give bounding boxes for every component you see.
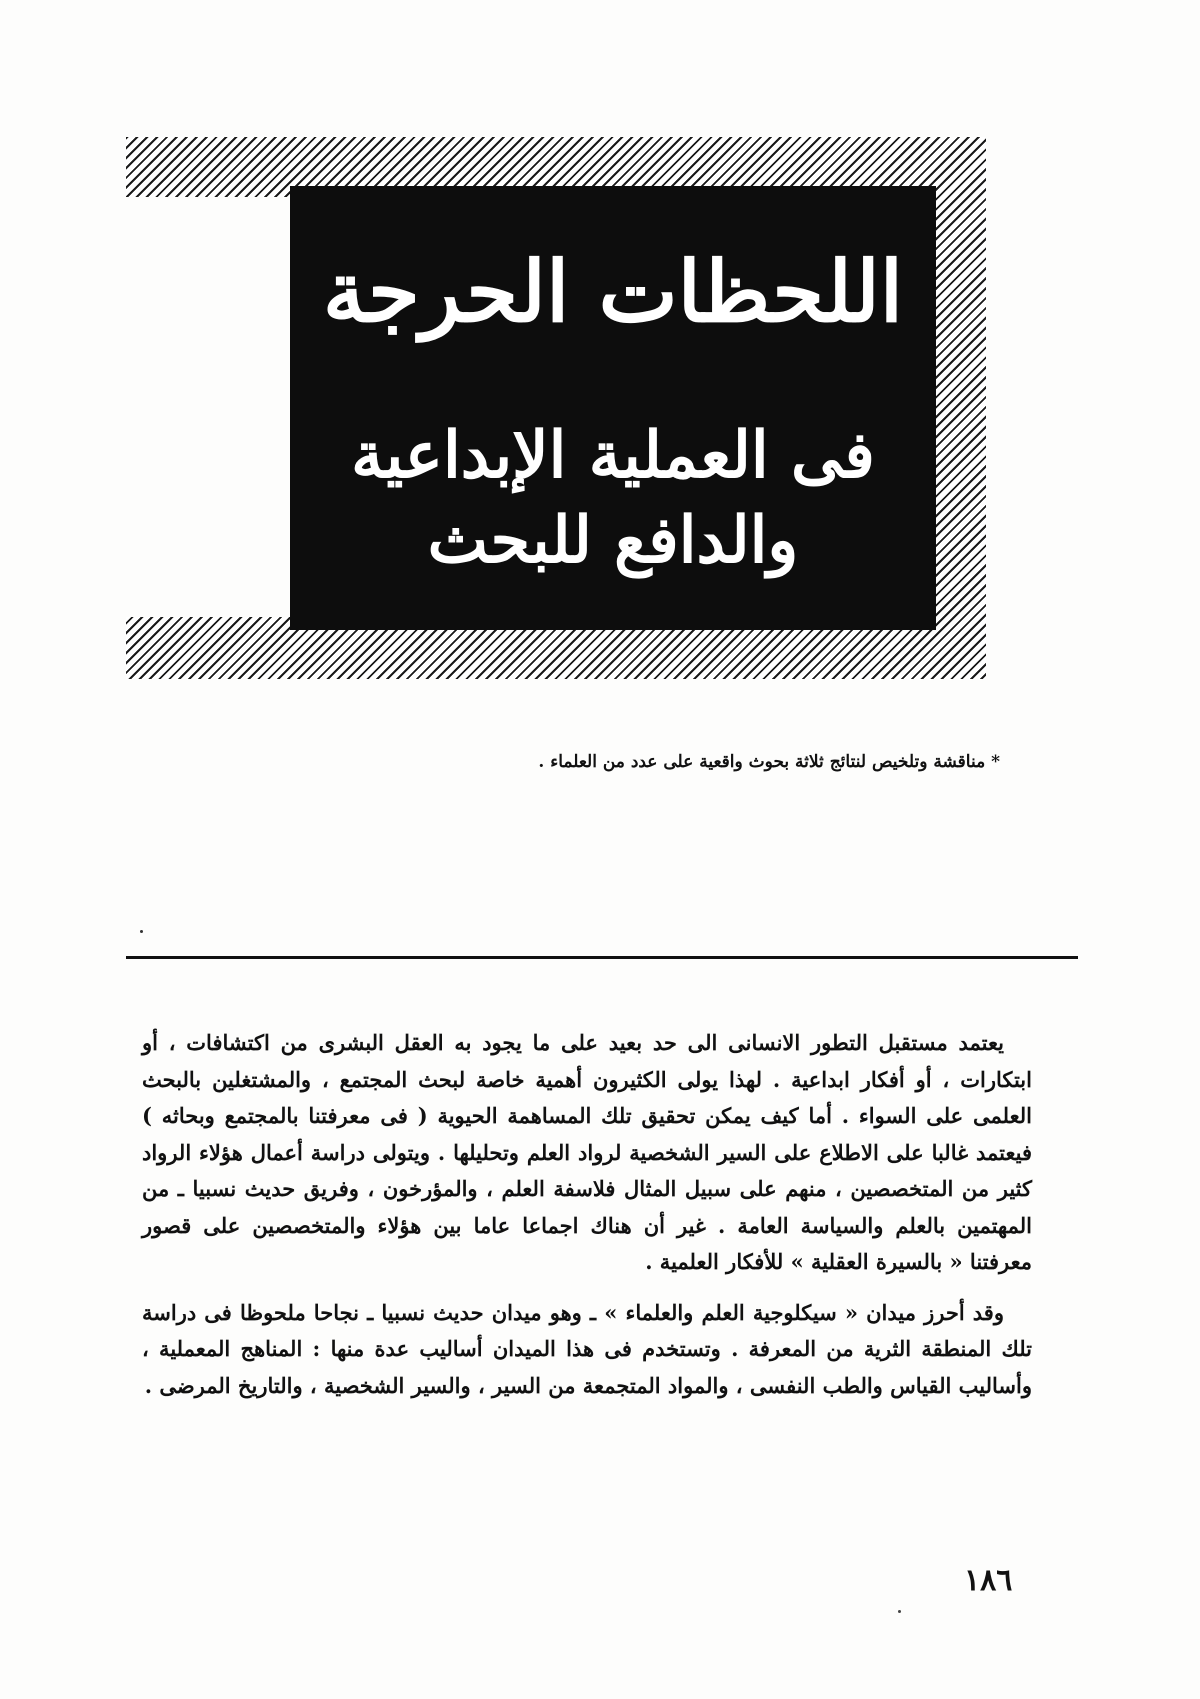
paragraph-2: وقد أحرز ميدان « سيكلوجية العلم والعلماء » ـ وهو ميدان حديث نسبيا ـ نجاحا ملحوظا فى دراسة تلك المنطقة الثرية من المعرفة . وتستخدم فى هذا الميدان أساليب عدة منها : المناهج المعملية ، وأساليب القياس والطب النفسى ، والمواد المتجمعة من السير ، والسير الشخصية ، والتاريخ المرضى . bbox=[142, 1299, 1032, 1398]
horizontal-rule bbox=[126, 956, 1078, 959]
speck-bottom bbox=[898, 1610, 901, 1613]
title-block bbox=[290, 186, 936, 630]
title-line-3: والدافع للبحث bbox=[427, 503, 799, 578]
title-line-2: فى العملية الإبداعية bbox=[351, 418, 875, 493]
paragraph-1: يعتمد مستقبل التطور الانسانى الى حد بعيد على ما يجود به العقل البشرى من اكتشافات ، أو ابتكارات ، أو أفكار ابداعية . لهذا يولى الكثيرون أهمية خاصة لبحث المجتمع ، والمشتغلين بالبحث العلمى على السواء . أما كيف يمكن تحقيق تلك المساهمة الحيوية ( فى معرفتنا بالمجتمع وبحاثه ) فيعتمد غالبا على الاطلاع على السير الشخصية لرواد العلم وتحليلها . ويتولى دراسة أعمال هؤلاء الرواد كثير من المتخصصين ، منهم على سبيل المثال فلاسفة العلم ، والمؤرخون ، وفريق حديث نسبيا ـ من المهتمين بالعلم والسياسة العامة . غير أن هناك اجماعا عاما بين هؤلاء والمتخصصين على قصور معرفتنا « بالسيرة العقلية » للأفكار العلمية . bbox=[142, 1030, 1032, 1274]
speck bbox=[140, 930, 143, 933]
page-number: ١٨٦ bbox=[964, 1563, 1013, 1598]
body-text bbox=[142, 1025, 1032, 1404]
title-line-1: اللحظات الحرجة bbox=[322, 242, 904, 341]
footnote: * مناقشة وتلخيص لنتائج ثلاثة بحوث واقعية على عدد من العلماء . bbox=[538, 752, 1000, 772]
frame-gap bbox=[126, 197, 290, 617]
